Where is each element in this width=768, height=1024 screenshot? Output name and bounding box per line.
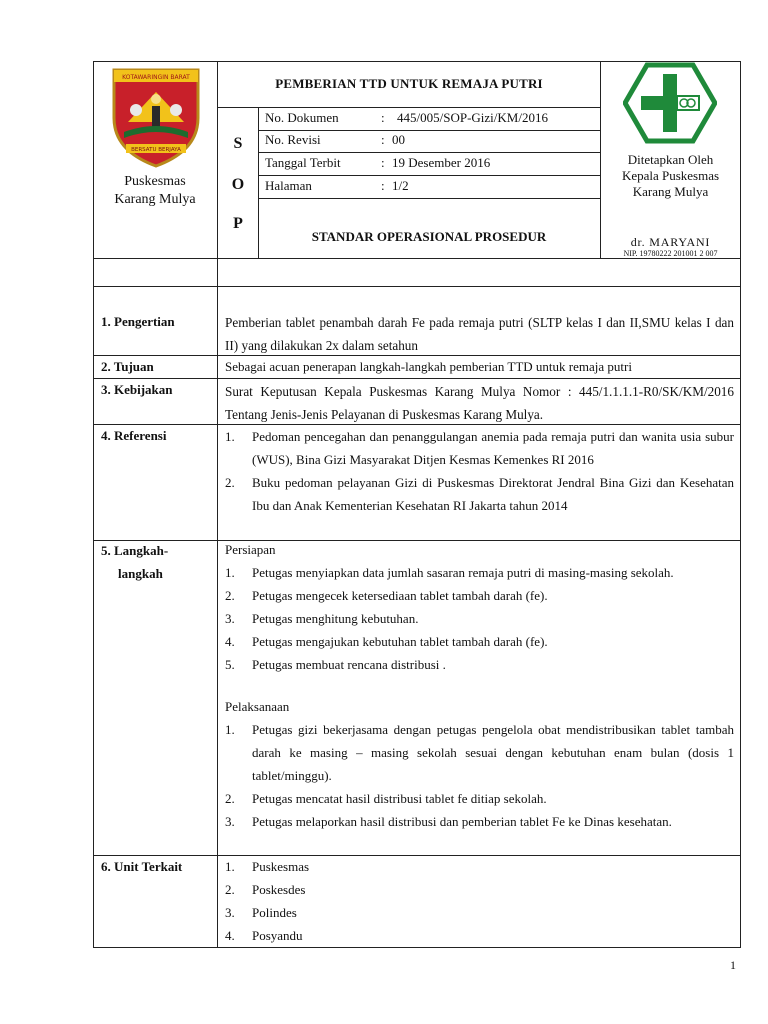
text-pengertian: Pemberian tablet penambah darah Fe pada remaja putri (SLTP kelas I dan II,SMU kelas I dan II) yang dilakukan 2x dalam setahun: [225, 315, 734, 353]
list-text: Polindes: [252, 905, 297, 920]
list-number: 5.: [225, 657, 235, 672]
org-name-line1: Puskesmas: [124, 174, 186, 189]
sop-subtitle: STANDAR OPERASIONAL PROSEDUR: [311, 229, 547, 244]
approval-line3: Karang Mulya: [632, 184, 709, 199]
list-text: Petugas menghitung kebutuhan.: [252, 611, 419, 626]
sop-letter-s: S: [233, 135, 243, 152]
list-number: 4.: [225, 634, 235, 649]
sop-letter-p: P: [233, 215, 243, 232]
approval-line1: Ditetapkan Oleh: [627, 152, 714, 167]
list-item: [225, 855, 734, 878]
label-pengertian: 1. Pengertian: [101, 314, 175, 329]
list-item: [225, 630, 734, 653]
heading-pelaksanaan: Pelaksanaan: [225, 699, 290, 714]
list-text: Poskesdes: [252, 882, 306, 897]
emblem-bottom-text: BERSATU BERJAYA: [131, 147, 181, 153]
list-item: [225, 607, 734, 630]
label-referensi: 4. Referensi: [101, 428, 167, 443]
list-number: 2.: [225, 588, 235, 603]
list-unit-terkait: [225, 855, 734, 947]
list-item: [225, 584, 734, 607]
list-item: [225, 561, 734, 584]
meta-label: No. Revisi: [265, 132, 321, 147]
label-unit-terkait: 6. Unit Terkait: [101, 859, 183, 874]
meta-value: 19 Desember 2016: [392, 155, 491, 170]
meta-sep: :: [381, 110, 385, 125]
text-tujuan: Sebagai acuan penerapan langkah-langkah pemberian TTD untuk remaja putri: [225, 359, 632, 374]
list-item: [225, 718, 734, 787]
list-text: Buku pedoman pelayanan Gizi di Puskesmas Direktorat Jendral Bina Gizi dan Kesehatan Ibu dan Anak Kementerian Kesehatan RI Jakarta tahun 2014: [252, 475, 734, 513]
list-text: Petugas membuat rencana distribusi .: [252, 657, 446, 672]
label-langkah-line1: 5. Langkah-: [101, 543, 169, 558]
signer-nip: NIP. 19780222 201001 2 007: [623, 249, 718, 258]
label-kebijakan: 3. Kebijakan: [101, 382, 173, 397]
list-number: 2.: [225, 475, 235, 490]
list-item: [225, 425, 734, 471]
document-title: PEMBERIAN TTD UNTUK REMAJA PUTRI: [275, 76, 543, 91]
meta-sep: :: [381, 178, 385, 193]
page-number: 1: [730, 958, 736, 972]
meta-value: 00: [392, 132, 405, 147]
puskesmas-logo-icon: [623, 62, 717, 144]
meta-value: 1/2: [392, 178, 409, 193]
emblem-top-text: KOTAWARINGIN BARAT: [122, 74, 190, 81]
sop-letter-o: O: [231, 176, 245, 193]
list-text: Puskesmas: [252, 859, 310, 874]
list-number: 4.: [225, 928, 235, 943]
meta-value: 445/005/SOP-Gizi/KM/2016: [397, 110, 548, 125]
list-item: [225, 471, 734, 517]
regional-emblem-icon: [108, 66, 204, 168]
list-item: [225, 878, 734, 901]
list-item: [225, 810, 734, 833]
list-text: Petugas melaporkan hasil distribusi dan pemberian tablet Fe ke Dinas kesehatan.: [252, 814, 672, 829]
list-number: 2.: [225, 791, 235, 806]
list-number: 3.: [225, 814, 235, 829]
org-name-line2: Karang Mulya: [114, 192, 196, 207]
signer-name: dr. MARYANI: [630, 235, 711, 249]
list-text: Petugas mencatat hasil distribusi tablet fe ditiap sekolah.: [252, 791, 547, 806]
list-text: Pedoman pencegahan dan penanggulangan anemia pada remaja putri dan wanita usia subur (WUS), Bina Gizi Masyarakat Ditjen Kesmas Kemenkes RI 2016: [252, 429, 734, 467]
list-item: [225, 924, 734, 947]
list-item: [225, 787, 734, 810]
label-langkah-line2: langkah: [118, 566, 163, 581]
meta-label: Halaman: [265, 178, 312, 193]
list-number: 2.: [225, 882, 235, 897]
heading-persiapan: Persiapan: [225, 542, 276, 557]
list-persiapan: [225, 561, 734, 676]
text-kebijakan: Surat Keputusan Kepala Puskesmas Karang Mulya Nomor : 445/1.1.1.1-R0/SK/KM/2016 Tentang Jenis-Jenis Pelayanan di Puskesmas Karang Mulya.: [225, 384, 734, 422]
meta-sep: :: [381, 155, 385, 170]
list-text: Petugas mengecek ketersediaan tablet tambah darah (fe).: [252, 588, 548, 603]
meta-sep: :: [381, 132, 385, 147]
list-number: 3.: [225, 611, 235, 626]
meta-label: No. Dokumen: [265, 110, 339, 125]
list-number: 1.: [225, 859, 235, 874]
list-text: Petugas gizi bekerjasama dengan petugas pengelola obat mendistribusikan tablet tambah darah ke masing – masing sekolah sesuai dengan kebutuhan enam bulan (dosis 1 tablet/minggu).: [252, 722, 734, 783]
list-text: Petugas menyiapkan data jumlah sasaran remaja putri di masing-masing sekolah.: [252, 565, 674, 580]
list-text: Petugas mengajukan kebutuhan tablet tambah darah (fe).: [252, 634, 548, 649]
list-item: [225, 901, 734, 924]
meta-label: Tanggal Terbit: [265, 155, 341, 170]
list-pelaksanaan: [225, 718, 734, 833]
list-number: 1.: [225, 429, 235, 444]
list-referensi: [225, 425, 734, 517]
list-number: 1.: [225, 565, 235, 580]
list-number: 3.: [225, 905, 235, 920]
list-text: Posyandu: [252, 928, 303, 943]
approval-line2: Kepala Puskesmas: [621, 168, 720, 183]
list-item: [225, 653, 734, 676]
label-tujuan: 2. Tujuan: [101, 359, 154, 374]
list-number: 1.: [225, 722, 235, 737]
